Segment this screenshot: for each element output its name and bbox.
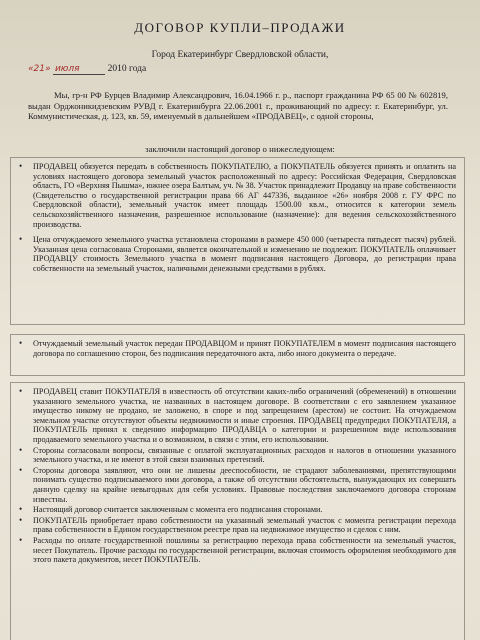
date-year: 2010 года (107, 64, 147, 74)
section-2 (10, 334, 465, 376)
section-1 (10, 157, 465, 325)
clause-transfer: • Отчуждаемый земельный участок передан ПРОДАВЦОМ и принят ПОКУПАТЕЛЕМ в момент подписания настоящего договора по соглашению сторон, без подписания передаточного акта, либо иного документа о передаче. (33, 339, 456, 358)
intro-paragraph: Мы, гр-н РФ Бурцев Владимир Александрович, 16.04.1966 г. р., паспорт гражданина РФ 65 00 № 602819, выдан Орджоникидзевским РУВД г. Екатеринбурга 22.06.2001 г., проживающий по адресу: г. Екатеринбург, ул. Коммунистическая, д. 123, кв. 59, именуемый в дальнейшем «ПРОДАВЕЦ», с одной стороны, (28, 90, 448, 122)
clause-capacity: • Стороны договора заявляют, что они не лишены дееспособности, не страдают заболеваниями, препятствующими понимать существо подписываемого ими договора, а также об отсутствии обстоятельств, вынуждающих их совершать данную сделку на крайне невыгодных для себя условиях. Правовые последствия заключаемого договора сторонам известны. (33, 466, 456, 504)
contract-date (28, 64, 146, 75)
city-line: Город Екатеринбург Свердловской области, (151, 50, 329, 60)
clause-effective: • Настоящий договор считается заключенным с момента его подписания сторонами. (33, 505, 456, 515)
date-month-field (53, 64, 105, 75)
concluded-line: заключили настоящий договор о нижеследующем: (145, 144, 335, 154)
section-3 (10, 382, 465, 640)
clause-taxes: • Стороны согласовали вопросы, связанные с оплатой эксплуатационных расходов и налогов в отношении указанного земельного участка, и не имеют в этой связи взаимных претензий. (33, 446, 456, 465)
clause-encumbrances: • ПРОДАВЕЦ ставит ПОКУПАТЕЛЯ в известность об отсутствии каких-либо ограничений (обременений) в отношении указанного земельного участка, не названных в настоящем договоре. В соответствии с его заявлением указанное имущество никому не продано, не заложено, в споре и под запрещением (арестом) не состоит. На отчуждаемом земельном участке отсутствуют объекты недвижимости и иные строения. ПРОДАВЕЦ предупредил ПОКУПАТЕЛЯ, а ПОКУПАТЕЛЬ принял к сведению информацию ПРОДАВЦА о категории и разрешенном виде использования продаваемого земельного участка и о возможном, в связи с этим, его использовании. (33, 387, 456, 445)
date-day: «21» (28, 64, 51, 74)
document-title: ДОГОВОР КУПЛИ–ПРОДАЖИ (134, 20, 346, 35)
clause-ownership: • ПОКУПАТЕЛЬ приобретает право собственности на указанный земельный участок с момента регистрации перехода права собственности в Едином государственном реестре прав на недвижимое имущество и сделок с ним. (33, 516, 456, 535)
clause-subject: • ПРОДАВЕЦ обязуется передать в собственность ПОКУПАТЕЛЮ, а ПОКУПАТЕЛЬ обязуется принять и оплатить на условиях настоящего договора земельный участок расположенный по адресу: Российская Федерация, Свердловская область, ГО «Верхняя Пышма», южнее озера Балтым, уч. № 38. Участок принадлежит Продавцу на праве собственности (Свидетельство о государственной регистрации права 66 АГ 447336, выданное «26» ноября 2008 г. ГУ ФРС по Свердловской области), земельный участок имеет площадь 1500.00 кв.м., относится к категории земель сельскохозяйственного назначения, разрешенное использование (назначение): для ведения сельскохозяйственного производства. (33, 162, 456, 229)
date-month: июля (54, 64, 80, 74)
clause-expenses: • Расходы по оплате государственной пошлины за регистрацию перехода права собственности на земельный участок, несет Покупатель. Прочие расходы по государственной регистрации, включая стоимость оформления необходимого для этого пакета документов, несет ПОКУПАТЕЛЬ. (33, 536, 456, 565)
clause-price: • Цена отчуждаемого земельного участка установлена сторонами в размере 450 000 (четыреста пятьдесят тысяч) рублей. Указанная цена согласована Сторонами, является окончательной и изменению не подлежит. ПОКУПАТЕЛЬ оплачивает ПРОДАВЦУ стоимость Земельного участка в момент подписания настоящего Договора, до регистрации права собственности на земельный участок, наличными денежными средствами в рублях. (33, 235, 456, 273)
